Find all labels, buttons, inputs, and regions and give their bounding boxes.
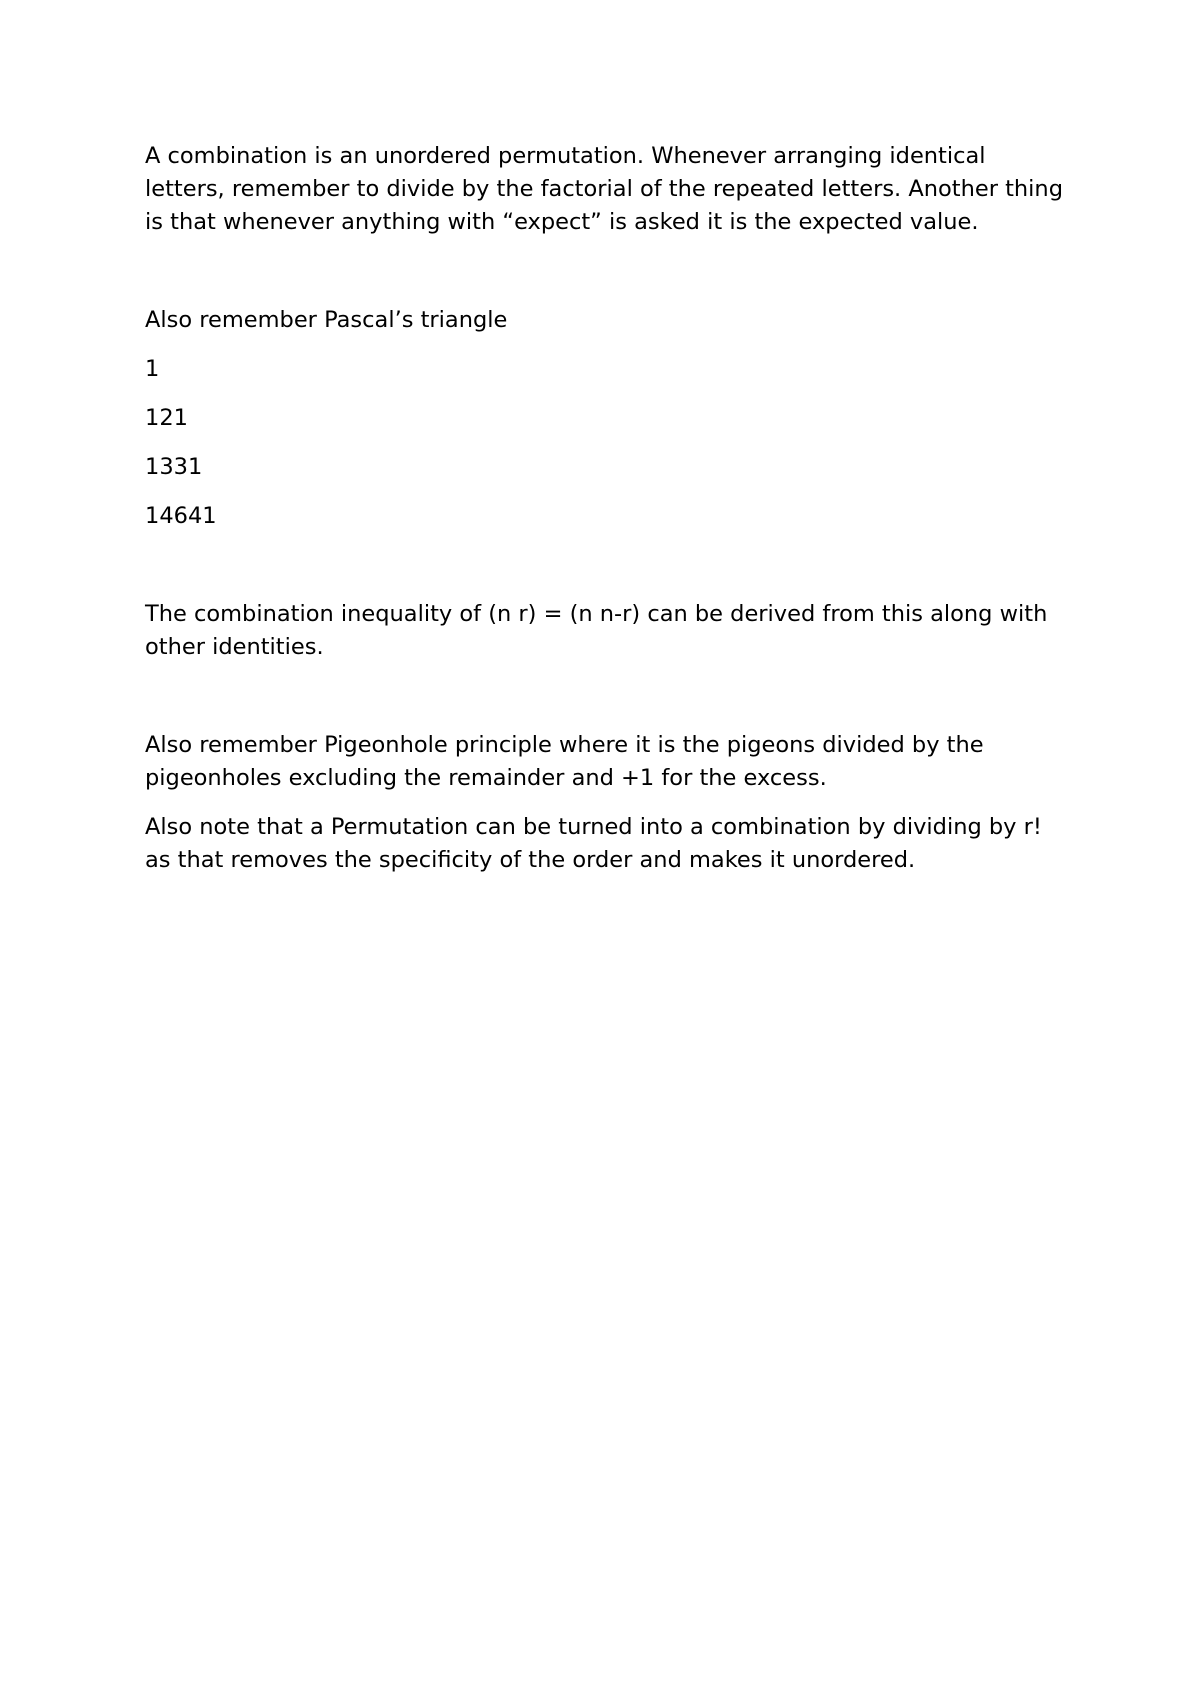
blank-line [145, 239, 1070, 288]
blank-line [145, 288, 1070, 304]
pascal-row-4: 14641 [145, 503, 217, 529]
pascal-row-1: 1 [145, 356, 160, 382]
blank-line [145, 664, 1070, 713]
paragraph-pascal-heading: Also remember Pascal’s triangle [145, 307, 508, 333]
paragraph-combination-identity: The combination inequality of (n r) = (n n-r) can be derived from this along with other identities. [145, 601, 1048, 660]
paragraph-permutation-note: Also note that a Permutation can be turned into a combination by dividing by r! as that removes the specificity of the order and makes it unordered. [145, 814, 1042, 873]
pascal-row-3: 1331 [145, 454, 203, 480]
document-body [145, 140, 1070, 877]
blank-line [145, 533, 1070, 582]
pascal-row-2: 121 [145, 405, 188, 431]
paragraph-intro: A combination is an unordered permutation. Whenever arranging identical letters, remember to divide by the factorial of the repeated letters. Another thing is that whenever anything with “expect” is asked it is the expected value. [145, 143, 1063, 235]
paragraph-pigeonhole: Also remember Pigeonhole principle where it is the pigeons divided by the pigeonholes excluding the remainder and +1 for the excess. [145, 732, 984, 791]
